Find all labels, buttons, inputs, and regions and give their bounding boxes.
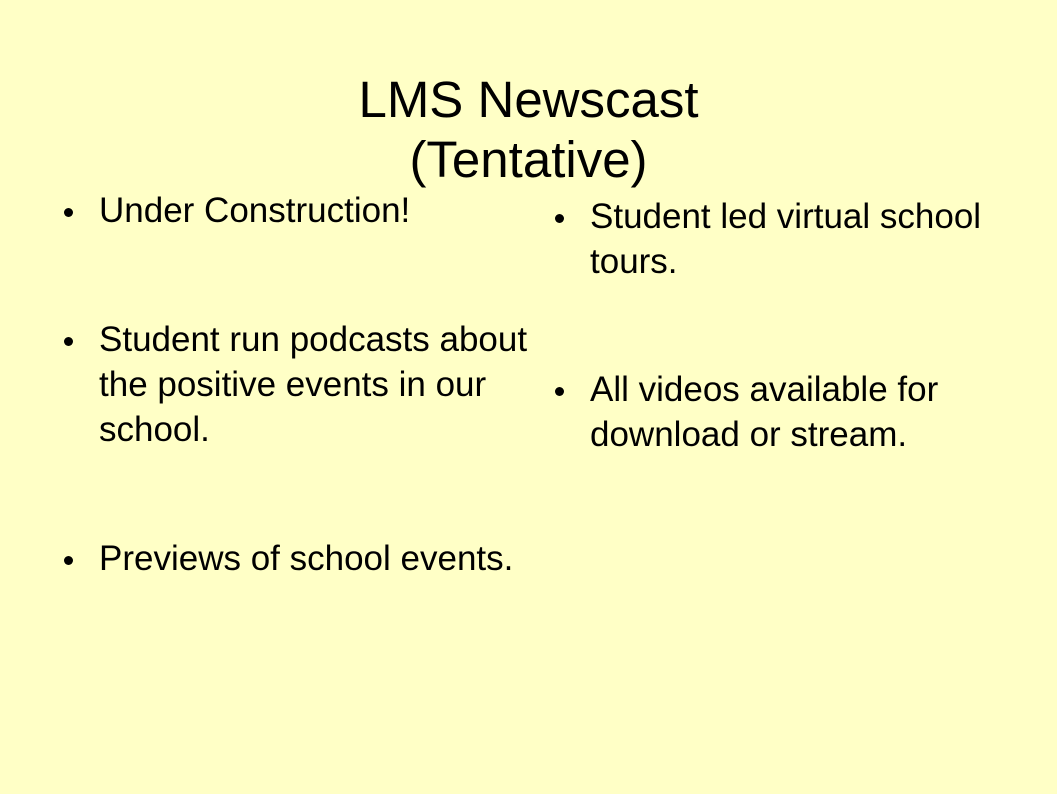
slide-title-line-2: (Tentative) <box>409 131 648 189</box>
slide-title <box>0 70 1057 190</box>
bullet-text: Previews of school events. <box>99 539 514 578</box>
bullet-item-podcasts <box>62 317 532 452</box>
bullet-icon <box>555 214 564 223</box>
bullet-text: Student run podcasts about the positive events in our school. <box>99 320 528 449</box>
bullet-text: Student led virtual school tours. <box>590 197 982 281</box>
bullet-icon <box>555 387 564 396</box>
slide-title-line-1: LMS Newscast <box>358 71 699 129</box>
left-bullet-list <box>62 188 532 581</box>
bullet-item-previews <box>62 536 532 581</box>
bullet-text: Under Construction! <box>99 191 411 230</box>
bullet-item-virtual-tours <box>553 194 1013 284</box>
bullet-icon <box>64 208 73 217</box>
bullet-icon <box>64 556 73 565</box>
bullet-item-under-construction <box>62 188 532 233</box>
bullet-item-videos <box>553 367 1013 457</box>
bullet-text: All videos available for download or stream. <box>590 370 939 454</box>
right-bullet-list <box>553 194 1013 457</box>
bullet-icon <box>64 337 73 346</box>
